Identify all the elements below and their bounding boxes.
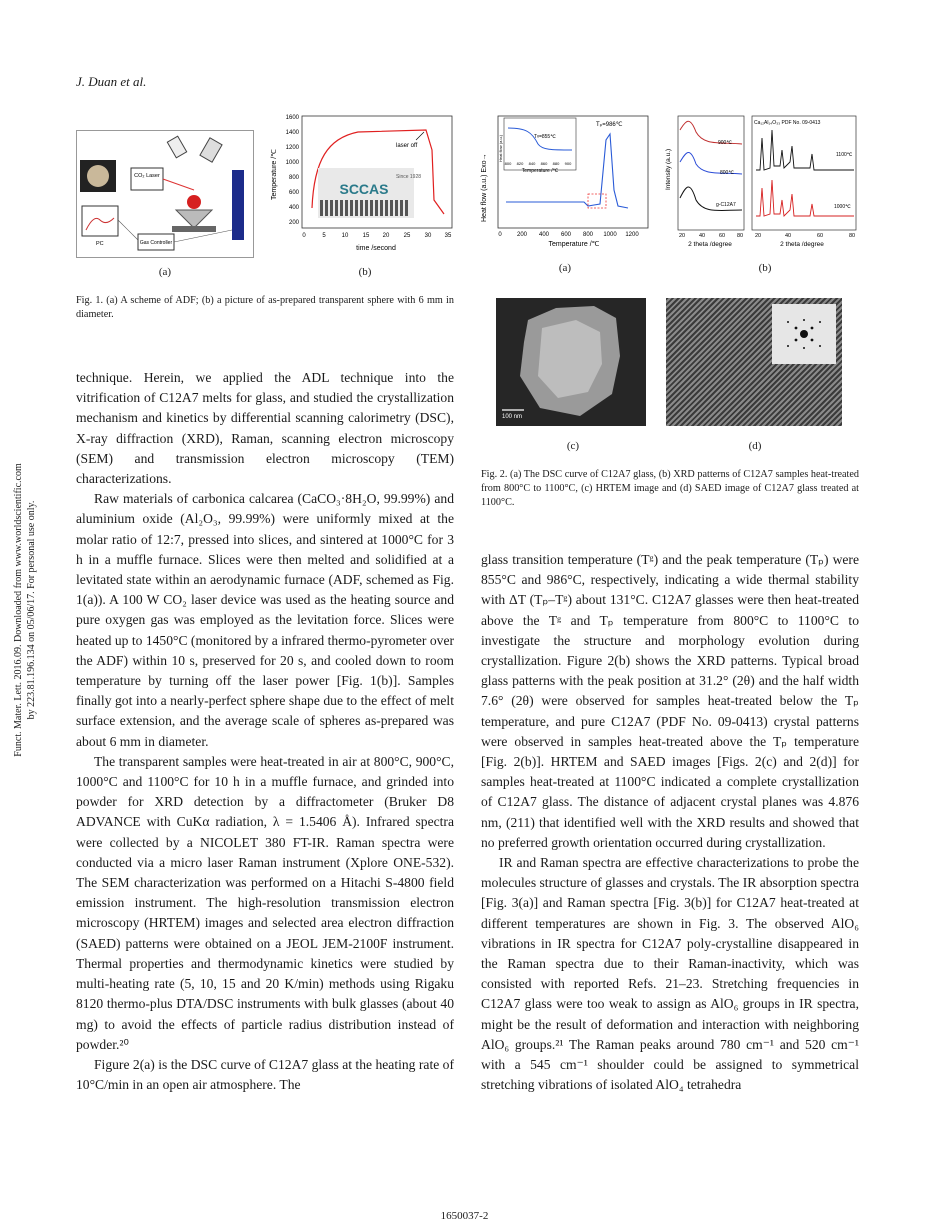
svg-text:400: 400 — [538, 232, 550, 238]
svg-text:1400: 1400 — [285, 130, 299, 136]
svg-text:860: 860 — [540, 161, 548, 166]
svg-text:Since 1928: Since 1928 — [396, 174, 422, 180]
paragraph: IR and Raman spectra are effective characterizations to probe the molecules structure of glasses and crystals. The IR absorption spectra [Fig. 3(a)] and Raman spectra [Fig. 3(b)] for C12A7 heat-treated at different temperatures are shown in Fig. 3. The observed AlO₆ vibrations in IR spectra for C12A7 poly-crystalline disappeared in the Raman spectra due to their Raman-inactivity, which was consisted with reported Refs. 21–23. Stretching frequencies in C12A7 glass were too weak to assign as AlO₆ groups in IR spectra, might be the result of deformation and interaction with neighboring AlO₆ groups.²¹ The Raman peaks around 780 cm⁻¹ and 520 cm⁻¹ with a 545 cm⁻¹ shoulder could be assigned to symmetrical stretching vibrations of isolated AlO₄ tetrahedra — [481, 855, 860, 1093]
svg-text:800℃: 800℃ — [720, 170, 734, 176]
fig1a-label: (a) — [158, 266, 172, 278]
svg-text:1000: 1000 — [603, 232, 617, 238]
svg-text:Tᵍ=855℃: Tᵍ=855℃ — [534, 134, 556, 140]
svg-text:80: 80 — [848, 233, 856, 239]
svg-text:800: 800 — [288, 175, 299, 181]
dsc-ylabel: Heat flow (a.u.) Exo→ — [481, 153, 488, 222]
svg-text:20: 20 — [678, 233, 686, 239]
svg-text:0: 0 — [498, 232, 502, 238]
svg-text:600: 600 — [560, 232, 572, 238]
gas-controller-label: Gas Controller — [139, 240, 173, 246]
svg-text:35: 35 — [444, 233, 452, 239]
svg-text:25: 25 — [403, 233, 411, 239]
svg-text:15: 15 — [362, 233, 370, 239]
paragraph: Figure 2(a) is the DSC curve of C12A7 glass at the heating rate of 10°C/min in an open air atmosphere. The — [76, 1056, 454, 1093]
fig2a-dsc-chart — [476, 110, 652, 250]
fig2d-saed-image — [666, 298, 842, 426]
svg-text:20: 20 — [382, 233, 390, 239]
fig2-caption: Fig. 2. (a) The DSC curve of C12A7 glass, (b) XRD patterns of C12A7 samples heat-treated from 800°C to 1100°C, (c) HRTEM image and (d) SAED image of C12A7 glass treated at 1100°C. — [481, 469, 859, 508]
svg-text:30: 30 — [424, 233, 432, 239]
svg-text:840: 840 — [528, 161, 536, 166]
svg-text:0: 0 — [302, 233, 306, 239]
svg-text:5: 5 — [322, 233, 326, 239]
right-column — [481, 550, 859, 1095]
tp-label: Tₚ=986℃ — [596, 122, 623, 128]
svg-text:1000℃: 1000℃ — [834, 204, 851, 210]
fig1b-ylabel: Temperature /℃ — [271, 148, 278, 200]
svg-text:80: 80 — [736, 233, 744, 239]
running-head: J. Duan et al. — [76, 74, 147, 89]
fig2d-label: (d) — [748, 440, 762, 452]
svg-text:200: 200 — [516, 232, 528, 238]
pc-label: PC — [96, 241, 104, 247]
svg-text:1100℃: 1100℃ — [836, 152, 853, 158]
svg-text:10: 10 — [341, 233, 349, 239]
co2-laser-label: CO₂ Laser — [134, 173, 160, 179]
svg-text:1600: 1600 — [285, 115, 299, 121]
svg-text:60: 60 — [816, 233, 824, 239]
svg-text:900℃: 900℃ — [718, 140, 732, 146]
svg-text:40: 40 — [698, 233, 706, 239]
svg-text:880: 880 — [552, 161, 560, 166]
fig2c-hrtem-image — [496, 298, 646, 426]
sccas-logo: SCCAS — [339, 181, 389, 197]
svg-text:20: 20 — [754, 233, 762, 239]
svg-text:800: 800 — [582, 232, 594, 238]
xrd-ylabel: Intensity (a.u.) — [665, 148, 672, 190]
paragraph: The transparent samples were heat-treated in air at 800°C, 900°C, 1000°C and 1100°C for 10 h in a muffle furnace, and grinded into powder for XRD detection by a diffractometer (Bruker D8 ADVANCE with CuKα radiation, λ = 1.5406 Å). Infrared spectra were collected by a NICOLET 380 FT-IR. Raman spectra were conducted via a micro laser Raman instrument (Xplore ONE-532). The SEM characterization was performed on a Hitachi S-4800 field emission instrument. The high-resolution transmission electron microscopy (HRTEM) images and selected area electron diffraction (SAED) patterns were obtained on a JEOL JEM-2100F instrument. Thermal properties and thermodynamic kinetics were studied by multi-heating rate (5, 10, 15 and 20 K/min) methods using Rigaku 8120 thermo-plus DTA/DSC instruments with bulk glasses (about 40 mg) to avoid the effects of particle radius distribution instead of powder.²⁰ — [76, 753, 454, 1052]
fig2a-label: (a) — [558, 262, 572, 274]
fig2b-label: (b) — [758, 262, 772, 274]
download-notice-line1: Funct. Mater. Lett. 2016.09. Downloaded from www.worldscientific.com — [13, 463, 24, 757]
download-notice — [0, 430, 38, 790]
fig1b-chart — [268, 110, 456, 260]
svg-text:800: 800 — [504, 161, 512, 166]
fig2c-label: (c) — [566, 440, 580, 452]
paragraph: Raw materials of carbonica calcarea (CaCO₃·8H₂O, 99.99%) and aluminium oxide (Al₂O₃, 99.99%) were uniformly mixed at the molar ratio of 12:7, pressed into slices, and sintered at 1000°C for 3 h in a muffle furnace. Slices were then melted and solidified at a levitated state within an aerodynamic furnace (ADF, schemed as Fig. 1(a)). A 100 W CO₂ laser device was used as the heating source and pure oxygen gas was employed as the levitation force. Slices were heated up to 1450°C (monitored by a infrared thermo-pyrometer over the ADF) within 10 s, preserved for 20 s, and cooled down to room temperature by turning off the laser power [Fig. 1(b)]. Samples finally got into a nearly-perfect sphere shape due to the effect of melt surface extension, and the average scale of spheres as-prepared was about 6 mm in diameter. — [76, 491, 455, 749]
svg-text:400: 400 — [288, 205, 299, 211]
fig1a-scheme — [76, 130, 254, 258]
paragraph: glass transition temperature (Tᵍ) and the peak temperature (Tₚ) were 855°C and 986°C, respectively, indicating a wide thermal stability with ΔT (Tₚ–Tᵍ) about 131°C. C12A7 glasses were then heat-treated above the Tᵍ and Tₚ temperature from 800°C to 1100°C to investigate the structure and morphology evolution during crystallization. Figure 2(b) shows the XRD patterns. Typical broad glass patterns with the peak position at 31.2° (2θ) and the half width 7.6° (2θ) were observed for samples heat-treated below the Tₚ temperature, and pure C12A7 (PDF No. 09-0413) crystal patterns were observed in samples heat-treated above the Tₚ temperature [Fig. 2(b)]. HRTEM and SAED images [Figs. 2(c) and 2(d)] for samples heat-treated at 1100°C indicated a complete crystallization of C12A7 glass. The distance of adjacent crystal planes was 4.876 nm, (211) that identified well with the XRD results and showed that no preferred growth orientation occurred during crystallization. — [481, 552, 859, 850]
svg-text:2 theta /degree: 2 theta /degree — [780, 241, 824, 248]
svg-text:200: 200 — [288, 220, 299, 226]
svg-text:1200: 1200 — [285, 145, 299, 151]
dsc-xlabel: Temperature /℃ — [548, 241, 600, 248]
svg-text:Heat flow (a.u.): Heat flow (a.u.) — [498, 134, 503, 162]
fig1b-xlabel: time /second — [356, 245, 396, 252]
svg-text:40: 40 — [784, 233, 792, 239]
paragraph: technique. Herein, we applied the ADL technique into the vitrification of C12A7 melts for glass, and studied the crystallization mechanism and kinetics by differential scanning calorimetry (DSC), X-ray diffraction (XRD), Raman, scanning electron microscopy (SEM) and transmission electron microscopy (TEM) characterizations. — [76, 370, 454, 487]
svg-text:600: 600 — [288, 190, 299, 196]
svg-text:2 theta /degree: 2 theta /degree — [688, 241, 732, 248]
left-column — [76, 368, 454, 1095]
svg-text:g-C12A7: g-C12A7 — [716, 202, 736, 208]
svg-text:820: 820 — [516, 161, 524, 166]
page-number: 1650037-2 — [440, 1210, 489, 1222]
svg-text:900: 900 — [564, 161, 572, 166]
svg-text:1000: 1000 — [285, 160, 299, 166]
laser-off-annotation: laser off — [396, 143, 418, 149]
hrtem-scale-bar: 100 nm — [502, 414, 523, 420]
fig2b-xrd-chart — [660, 110, 860, 250]
svg-text:Temperature /℃: Temperature /℃ — [521, 168, 559, 174]
saed-inset — [772, 304, 836, 364]
fig1-caption: Fig. 1. (a) A scheme of ADF; (b) a picture of as-prepared transparent sphere with 6 mm in diameter. — [76, 295, 454, 320]
svg-text:1200: 1200 — [625, 232, 639, 238]
xrd-pdf-label: Ca₁₂Al₁₄O₃₃ PDF No. 09-0413 — [754, 120, 821, 126]
svg-text:60: 60 — [718, 233, 726, 239]
fig1b-label: (b) — [358, 266, 372, 278]
download-notice-line2: by 223.81.196.134 on 05/06/17. For personal use only. — [26, 500, 37, 720]
